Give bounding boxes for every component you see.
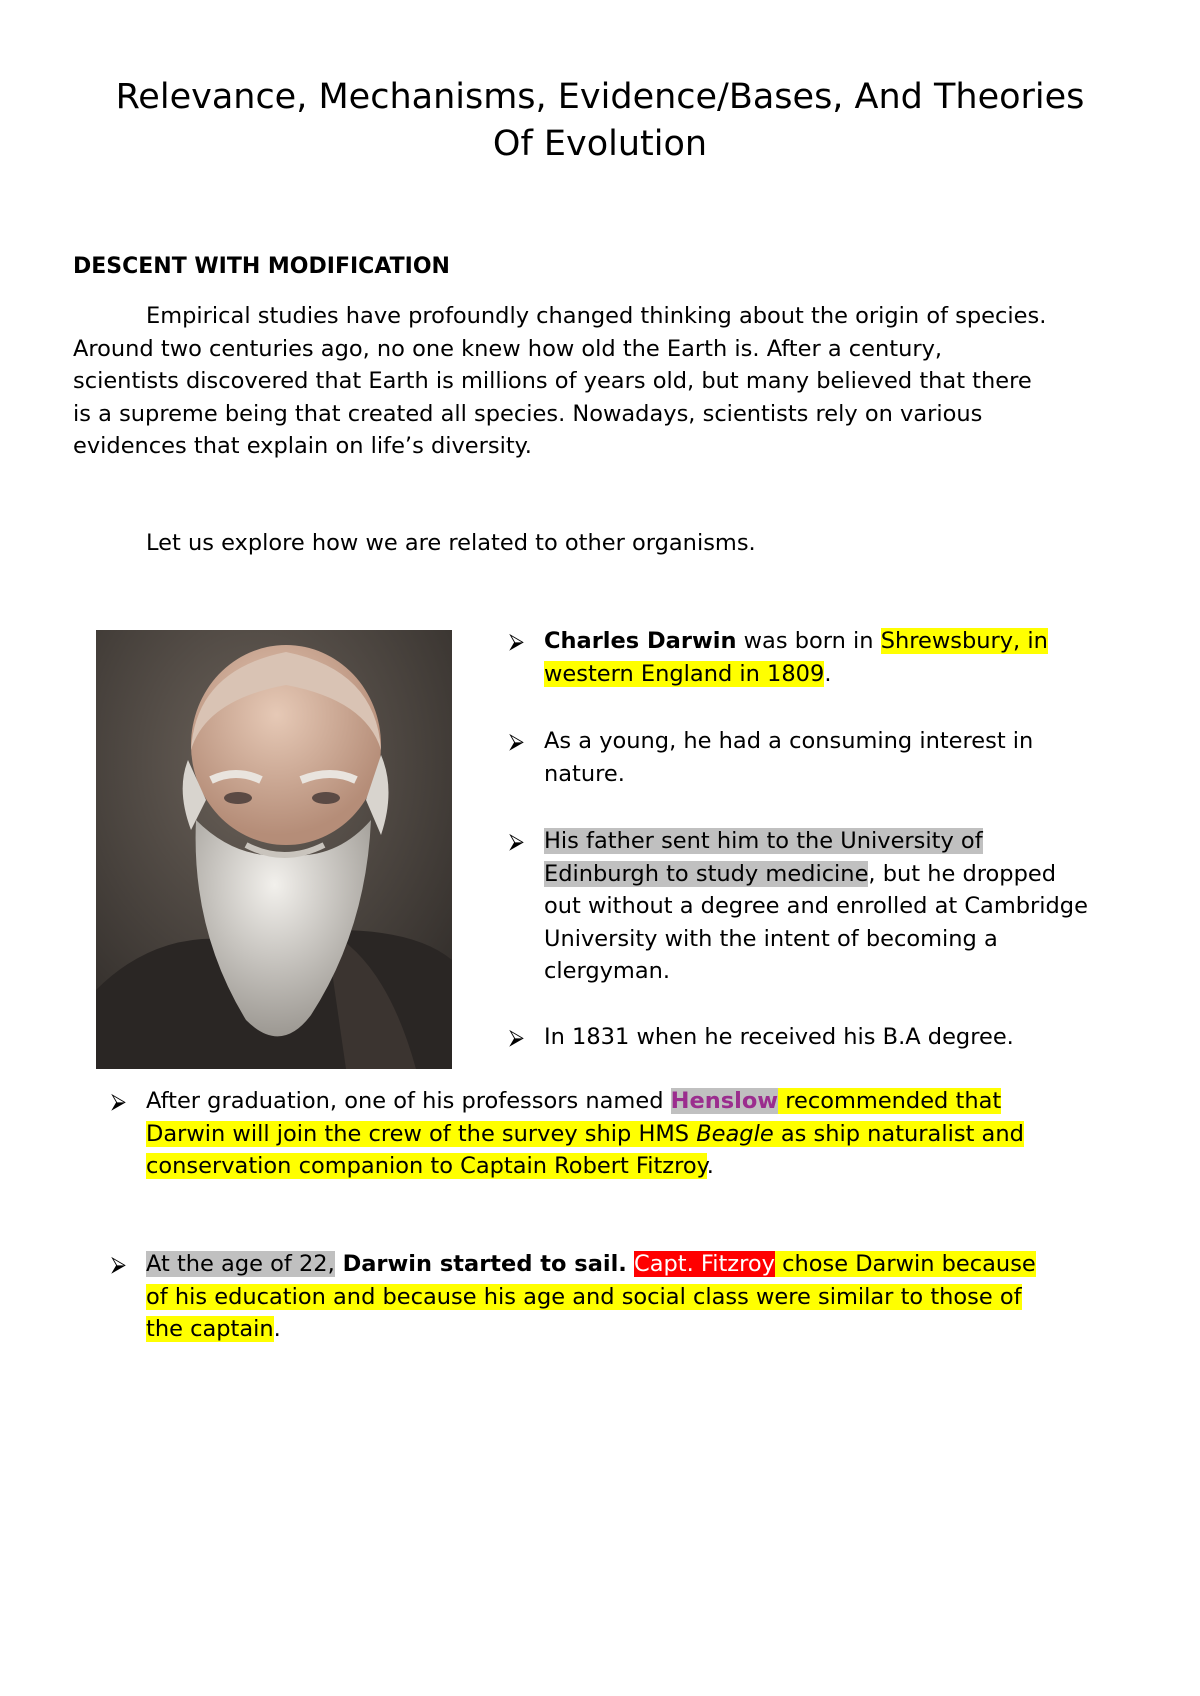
intro-line-2: Around two centuries ago, no one knew how old the Earth is. After a century,	[73, 335, 943, 362]
highlight-edinburgh-2: Edinburgh to study medicine	[544, 860, 869, 887]
bullet-text: was born in	[736, 628, 881, 654]
intro-line-5: evidences that explain on life’s diversity.	[73, 433, 532, 460]
intro-paragraph	[73, 300, 1133, 463]
highlight-recommend-3: conservation companion to Captain Robert Fitzroy	[146, 1153, 707, 1180]
explore-sentence: Let us explore how we are related to other organisms.	[146, 530, 756, 556]
highlight-edinburgh-1: His father sent him to the University of	[544, 828, 983, 854]
darwin-name: Charles Darwin	[544, 628, 737, 654]
highlight-chose-3: the captain	[146, 1316, 274, 1343]
arrow-bullet-icon: ⮚	[509, 629, 524, 653]
title-line-1: Relevance, Mechanisms, Evidence/Bases, And Theories	[115, 77, 1085, 117]
bullet-text: .	[706, 1153, 714, 1180]
highlight-text: as ship naturalist and	[773, 1120, 1024, 1147]
bullet-text: out without a degree and enrolled at Cambridge	[544, 893, 1088, 920]
bullet-henslow	[111, 1085, 1146, 1183]
highlight-chose-1: chose Darwin because	[774, 1251, 1036, 1277]
arrow-bullet-icon: ⮚	[509, 829, 524, 853]
sail-bold-text: Darwin started to sail.	[334, 1251, 627, 1277]
bullet-text: , but he dropped	[868, 860, 1056, 887]
highlight-birthplace-1: Shrewsbury, in	[880, 628, 1048, 654]
intro-line-3: scientists discovered that Earth is millions of years old, but many believed that there	[73, 368, 1032, 395]
bullet-birth	[509, 625, 1144, 690]
beagle-ship-name: Beagle	[696, 1120, 774, 1147]
henslow-name: Henslow	[670, 1088, 779, 1114]
highlight-recommend-2	[146, 1121, 1024, 1147]
bullet-text: As a young, he had a consuming interest in	[544, 728, 1034, 754]
highlight-text: Darwin will join the crew of the survey ship HMS	[146, 1120, 697, 1147]
darwin-portrait-image	[96, 630, 452, 1069]
arrow-bullet-icon: ⮚	[111, 1089, 126, 1113]
title-line-2: Of Evolution	[492, 124, 708, 164]
highlight-birthplace-2: western England in 1809	[544, 660, 825, 687]
intro-line-1: Empirical studies have profoundly changed thinking about the origin of species.	[146, 303, 1047, 329]
intro-line-4: is a supreme being that created all species. Nowadays, scientists rely on various	[73, 400, 983, 427]
bullet-text: nature.	[544, 760, 625, 787]
section-heading: DESCENT WITH MODIFICATION	[73, 254, 450, 279]
highlight-chose-2: of his education and because his age and social class were similar to those of	[146, 1283, 1022, 1310]
arrow-bullet-icon: ⮚	[509, 1025, 524, 1049]
bullet-text: .	[273, 1316, 281, 1343]
arrow-bullet-icon: ⮚	[509, 729, 524, 753]
highlight-fitzroy: Capt. Fitzroy	[634, 1251, 775, 1277]
highlight-age: At the age of 22,	[146, 1251, 335, 1277]
bullet-interest	[509, 725, 1144, 790]
bullet-text: After graduation, one of his professors named	[146, 1088, 671, 1114]
bullet-degree	[509, 1021, 1144, 1054]
bullet-text: University with the intent of becoming a	[544, 925, 998, 952]
arrow-bullet-icon: ⮚	[111, 1252, 126, 1276]
bullet-text: .	[824, 660, 832, 687]
bullet-text: In 1831 when he received his B.A degree.	[544, 1024, 1014, 1050]
bullet-education	[509, 825, 1164, 988]
highlight-recommend-1: recommended that	[778, 1088, 1002, 1114]
bullet-text: clergyman.	[544, 958, 671, 985]
bullet-sail	[111, 1248, 1156, 1346]
document-title	[60, 74, 1140, 168]
